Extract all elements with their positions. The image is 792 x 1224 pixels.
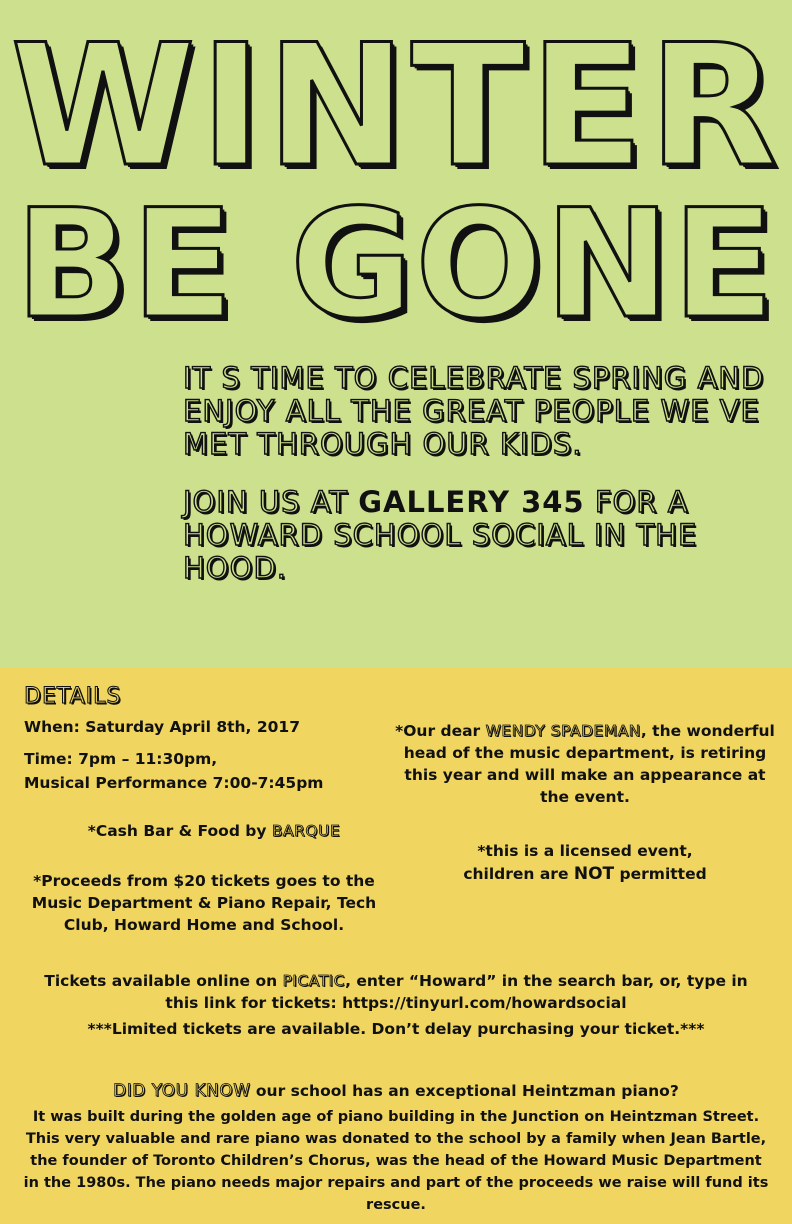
licensed-prefix: children are <box>463 865 574 883</box>
title-line-1: WINTER <box>10 8 782 204</box>
tickets-info <box>40 970 752 1014</box>
ticket-vendor: PICATIC <box>282 972 346 990</box>
tickets-prefix: Tickets available online on <box>44 972 283 990</box>
details-heading: DETAILS <box>24 684 122 709</box>
intro-join-text: JOIN US AT <box>183 485 359 519</box>
did-you-know-label: DID YOU KNOW <box>113 1081 251 1101</box>
venue-name: GALLERY 345 <box>358 485 585 519</box>
retiree-name: WENDY SPADEMAN <box>485 722 641 740</box>
intro-paragraph-1: IT S TIME TO CELEBRATE SPRING AND ENJOY ALL THE GREAT PEOPLE WE VE MET THROUGH OUR KIDS. <box>183 361 765 461</box>
title-line-2: BE GONE <box>15 178 777 352</box>
piano-history: It was built during the golden age of piano building in the Junction on Heintzman Street. This very valuable and rare piano was donated to the school by a family when Jean Bartle, the founder of Toronto Children’s Chorus, was the head of the Howard Music Department in the 1980s. The piano needs major repairs and part of the proceeds we raise will fund its rescue. <box>23 1109 769 1213</box>
licensed-note-line-2 <box>390 863 780 885</box>
licensed-suffix: permitted <box>614 865 707 883</box>
caterer-name: BARQUE <box>271 822 341 840</box>
did-you-know-lead: our school has an exceptional Heintzman piano? <box>250 1082 679 1100</box>
retirement-note <box>390 720 780 808</box>
not-emphasis: NOT <box>573 864 615 884</box>
cash-bar-text: *Cash Bar & Food by <box>87 822 272 840</box>
retirement-prefix: *Our dear <box>395 722 486 740</box>
performance-time: Musical Performance 7:00-7:45pm <box>24 774 324 792</box>
licensed-note-line-1: *this is a licensed event, <box>477 842 693 860</box>
proceeds-note: *Proceeds from $20 tickets goes to the Music Department & Piano Repair, Tech Club, Howard Home and School. <box>31 872 377 934</box>
cash-bar-line <box>24 820 404 842</box>
intro-paragraph-2 <box>183 486 783 585</box>
did-you-know-line <box>30 1080 762 1102</box>
limited-tickets-note: ***Limited tickets are available. Don’t delay purchasing your ticket.*** <box>87 1020 705 1038</box>
intro-social-text: FOR A HOWARD SCHOOL SOCIAL IN THE HOOD. <box>183 485 698 585</box>
retirement-text: , the wonderful head of the music department, is retiring this year and will make an appearance at the event. <box>403 722 775 806</box>
tickets-instructions: , enter “Howard” in the search bar, or, type in this link for tickets: <box>165 972 748 1012</box>
ticket-link[interactable]: https://tinyurl.com/howardsocial <box>342 994 627 1012</box>
event-date: When: Saturday April 8th, 2017 <box>24 718 300 736</box>
event-time: Time: 7pm – 11:30pm, <box>24 750 218 768</box>
